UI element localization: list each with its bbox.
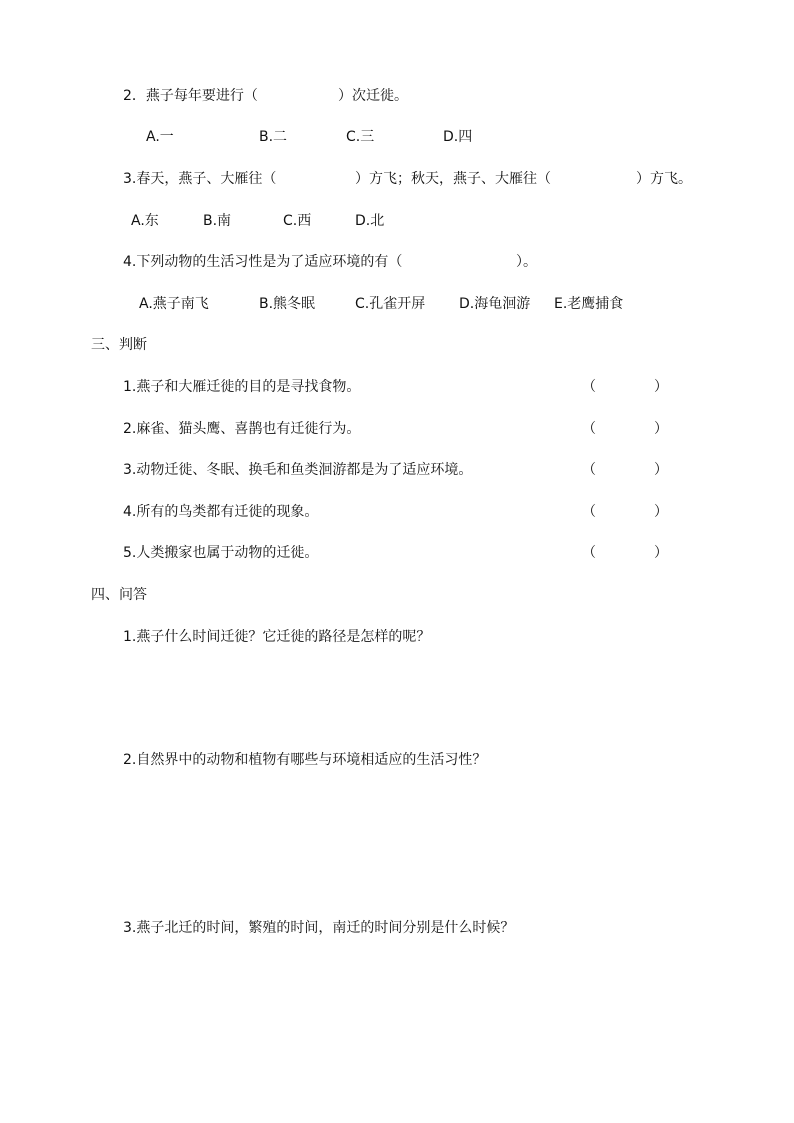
judgment-3-open-paren[interactable]: （	[582, 462, 596, 478]
judgment-1-open-paren[interactable]: （	[582, 379, 596, 395]
q2-prefix: 2．燕子每年要进行（	[123, 88, 258, 104]
q4-option-b[interactable]: B.熊冬眠	[259, 296, 316, 312]
q2-option-a[interactable]: A.一	[146, 129, 174, 145]
qa-item-2: 2.自然界中的动物和植物有哪些与环境相适应的生活习性？	[123, 752, 487, 768]
q2-option-b[interactable]: B.二	[259, 129, 288, 145]
judgment-3-close-paren[interactable]: ）	[654, 462, 668, 478]
q3-part2: ）方飞；秋天，燕子、大雁往（	[355, 171, 551, 187]
q3-option-b[interactable]: B.南	[203, 213, 232, 229]
q4-option-c[interactable]: C.孔雀开屏	[355, 296, 426, 312]
judgment-item-3: 3.动物迁徙、冬眠、换毛和鱼类洄游都是为了适应环境。	[123, 462, 473, 478]
qa-item-3: 3.燕子北迁的时间，繁殖的时间，南迁的时间分别是什么时候？	[123, 920, 515, 936]
judgment-2-close-paren[interactable]: ）	[654, 421, 668, 437]
judgment-1-close-paren[interactable]: ）	[654, 379, 668, 395]
q3-part3: ）方飞。	[636, 171, 692, 187]
q2-option-d[interactable]: D.四	[443, 129, 473, 145]
judgment-4-close-paren[interactable]: ）	[654, 504, 668, 520]
q4-option-e[interactable]: E.老鹰捕食	[554, 296, 624, 312]
q3-option-d[interactable]: D.北	[355, 213, 385, 229]
q3-option-a[interactable]: A.东	[131, 213, 159, 229]
q4-suffix: ）。	[516, 254, 537, 270]
judgment-item-2: 2.麻雀、猫头鹰、喜鹊也有迁徙行为。	[123, 421, 361, 437]
q3-part1: 3.春天，燕子、大雁往（	[123, 171, 277, 187]
judgment-item-4: 4.所有的鸟类都有迁徙的现象。	[123, 504, 319, 520]
judgment-item-1: 1.燕子和大雁迁徙的目的是寻找食物。	[123, 379, 361, 395]
judgment-2-open-paren[interactable]: （	[582, 421, 596, 437]
q4-prefix: 4.下列动物的生活习性是为了适应环境的有（	[123, 254, 403, 270]
q2-suffix: ）次迁徙。	[338, 88, 408, 104]
judgment-heading: 三、判断	[91, 337, 147, 353]
judgment-4-open-paren[interactable]: （	[582, 504, 596, 520]
q4-option-d[interactable]: D.海龟洄游	[459, 296, 531, 312]
q4-option-a[interactable]: A.燕子南飞	[139, 296, 209, 312]
judgment-item-5: 5.人类搬家也属于动物的迁徙。	[123, 545, 319, 561]
judgment-5-open-paren[interactable]: （	[582, 545, 596, 561]
qa-item-1: 1.燕子什么时间迁徙？它迁徙的路径是怎样的呢？	[123, 629, 431, 645]
qa-heading: 四、问答	[91, 587, 147, 603]
q2-option-c[interactable]: C.三	[346, 129, 375, 145]
q3-option-c[interactable]: C.西	[283, 213, 312, 229]
judgment-5-close-paren[interactable]: ）	[654, 545, 668, 561]
